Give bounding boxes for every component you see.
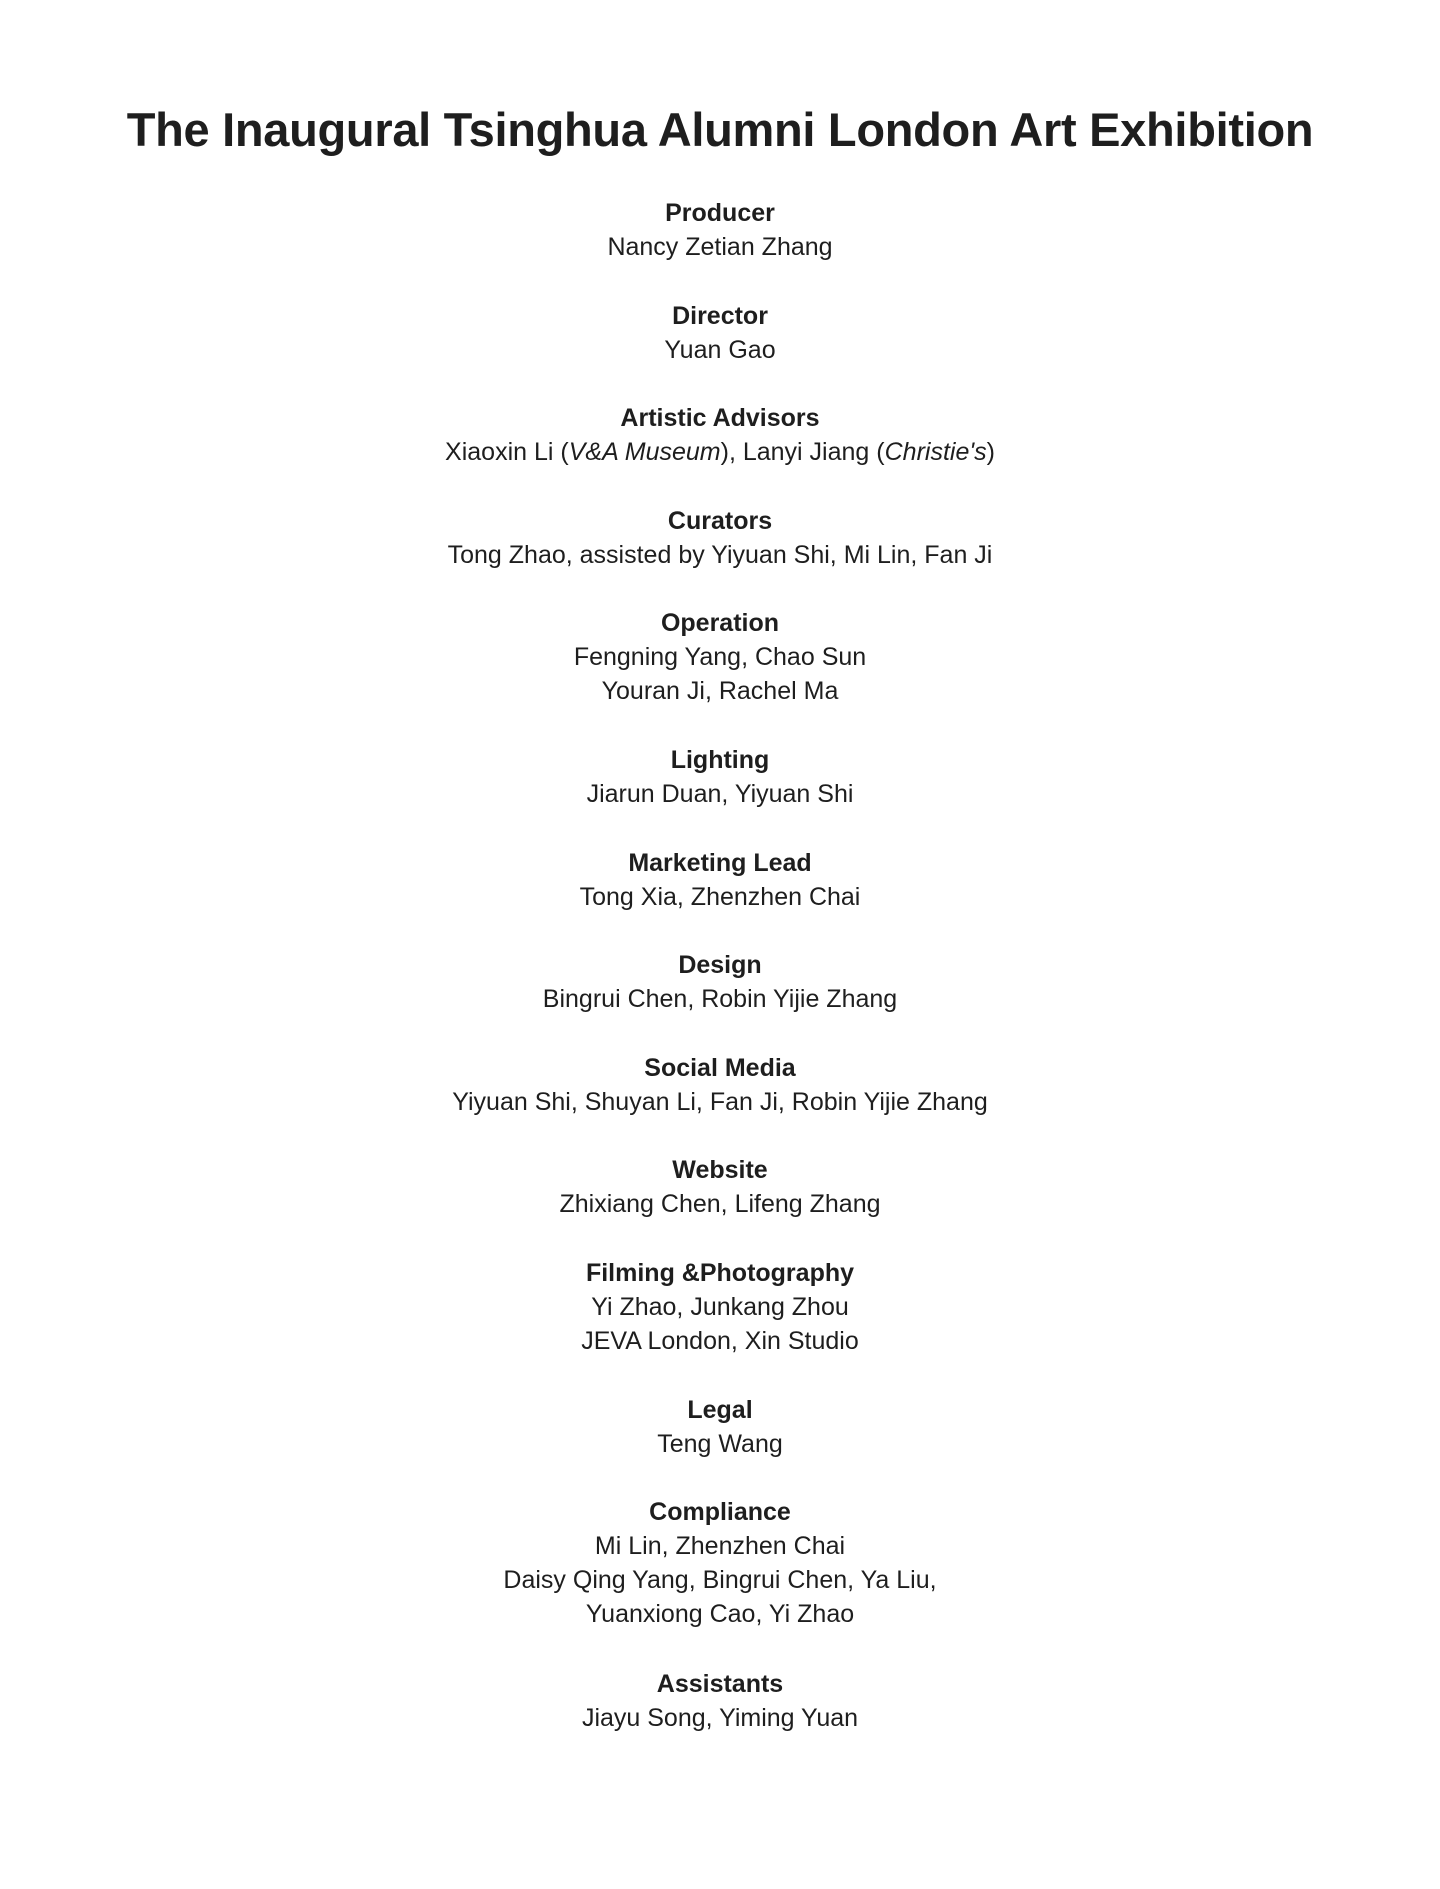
- role-heading: Website: [672, 1156, 768, 1184]
- name-line: Daisy Qing Yang, Bingrui Chen, Ya Liu,: [503, 1566, 937, 1594]
- role-heading: Legal: [687, 1396, 753, 1424]
- role-heading: Compliance: [649, 1498, 791, 1526]
- advisor-name: Lanyi Jiang: [742, 438, 870, 466]
- page-title: The Inaugural Tsinghua Alumni London Art Exhibition: [126, 103, 1314, 156]
- role-heading: Filming &Photography: [585, 1259, 855, 1287]
- name-line: Fengning Yang, Chao Sun: [573, 643, 867, 671]
- credit-lighting: [0, 743, 1440, 811]
- name-line: Jiarun Duan, Yiyuan Shi: [586, 780, 854, 808]
- role-heading: Design: [678, 951, 762, 979]
- name-line: Yi Zhao, Junkang Zhou: [591, 1293, 849, 1321]
- advisors-line: Xiaoxin Li (V&A Museum), Lanyi Jiang (Christie's): [445, 438, 995, 466]
- credit-website: [0, 1153, 1440, 1221]
- name-line: JEVA London, Xin Studio: [581, 1327, 859, 1355]
- role-heading: Director: [672, 302, 768, 330]
- credit-marketing-lead: [0, 846, 1440, 914]
- credit-director: [0, 299, 1440, 367]
- credit-legal: [0, 1393, 1440, 1461]
- credit-producer: [0, 196, 1440, 264]
- role-heading: Marketing Lead: [628, 849, 812, 877]
- credit-operation: [0, 606, 1440, 708]
- name-line: Tong Xia, Zhenzhen Chai: [579, 883, 861, 911]
- name-line: Bingrui Chen, Robin Yijie Zhang: [542, 985, 898, 1013]
- name-line: Jiayu Song, Yiming Yuan: [581, 1704, 859, 1732]
- name-line: Nancy Zetian Zhang: [607, 233, 833, 261]
- name-line: Youran Ji, Rachel Ma: [601, 677, 839, 705]
- role-heading: Curators: [667, 507, 773, 535]
- name-line: Zhixiang Chen, Lifeng Zhang: [559, 1190, 881, 1218]
- advisor-name: Xiaoxin Li: [445, 438, 554, 466]
- role-heading: Artistic Advisors: [620, 404, 820, 432]
- name-line: Teng Wang: [657, 1430, 783, 1458]
- role-heading: Lighting: [670, 746, 770, 774]
- name-line: Yuan Gao: [664, 336, 776, 364]
- advisor-organization: Christie's: [884, 438, 987, 466]
- credit-assistants: [0, 1667, 1440, 1735]
- role-heading: Assistants: [656, 1670, 784, 1698]
- credit-filming-photography: [0, 1256, 1440, 1358]
- name-line: Tong Zhao, assisted by Yiyuan Shi, Mi Lin, Fan Ji: [447, 541, 993, 569]
- advisor-organization: V&A Museum: [568, 438, 721, 466]
- name-line: Yiyuan Shi, Shuyan Li, Fan Ji, Robin Yijie Zhang: [452, 1088, 988, 1116]
- credit-design: [0, 948, 1440, 1016]
- credit-artistic-advisors: [0, 401, 1440, 469]
- role-heading: Operation: [660, 609, 780, 637]
- name-line: Mi Lin, Zhenzhen Chai: [594, 1532, 846, 1560]
- credit-social-media: [0, 1051, 1440, 1119]
- credit-compliance: [0, 1495, 1440, 1631]
- role-heading: Producer: [665, 199, 775, 227]
- credit-curators: [0, 504, 1440, 572]
- name-line: Yuanxiong Cao, Yi Zhao: [585, 1600, 855, 1628]
- role-heading: Social Media: [644, 1054, 796, 1082]
